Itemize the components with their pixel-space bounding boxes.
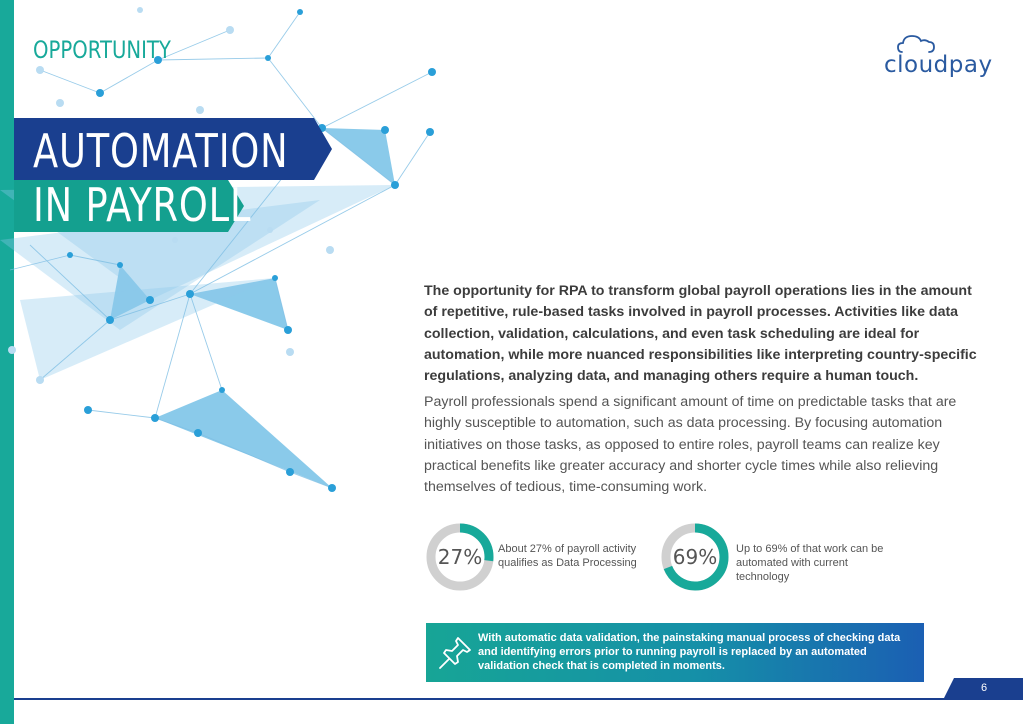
network-illustration (0, 0, 450, 500)
body-paragraph: Payroll professionals spend a significant amount of time on predictable tasks that are highly susceptible to automation, such as data processing. By focusing automation initiatives on those tasks, as opposed to entire roles, payroll teams can realize key practical benefits like greater accuracy and shorter cycle times while also relieving themselves of tedious, time-consuming work. (424, 394, 957, 496)
stat-description: Up to 69% of that work can be automated with current technology (736, 543, 884, 583)
page-title-line-2: IN PAYROLL (33, 178, 252, 232)
donut-chart-27 (425, 522, 495, 592)
callout-box (426, 623, 924, 682)
callout-text: With automatic data validation, the painstaking manual process of checking data and identifying errors prior to running payroll is replaced by an automated validation check that is completed in moments. (478, 632, 901, 672)
title-band-navy-tip (314, 118, 332, 180)
page-number: 6 (980, 682, 988, 694)
donut-chart-69 (660, 522, 730, 592)
page-title-line-1: AUTOMATION (33, 124, 289, 178)
bottom-rule (14, 698, 1023, 700)
donut-label: 27% (437, 545, 483, 569)
page-tab-tip (944, 678, 954, 698)
section-label: OPPORTUNITY (33, 36, 171, 64)
cloudpay-logo (884, 32, 994, 82)
donut-label: 69% (672, 545, 718, 569)
stat-description: About 27% of payroll activity qualifies as Data Processing (498, 543, 637, 569)
lead-paragraph: The opportunity for RPA to transform global payroll operations lies in the amount of repetitive, rule-based tasks involved in payroll processes. Activities like data collection, validation, calculations, and even task scheduling are ideal for automation, while more nuanced responsibilities like interpreting country-specific regulations, analyzing data, and managing others require a human touch. (424, 283, 977, 385)
logo-text: cloudpay (884, 52, 993, 78)
pushpin-icon (436, 632, 476, 672)
